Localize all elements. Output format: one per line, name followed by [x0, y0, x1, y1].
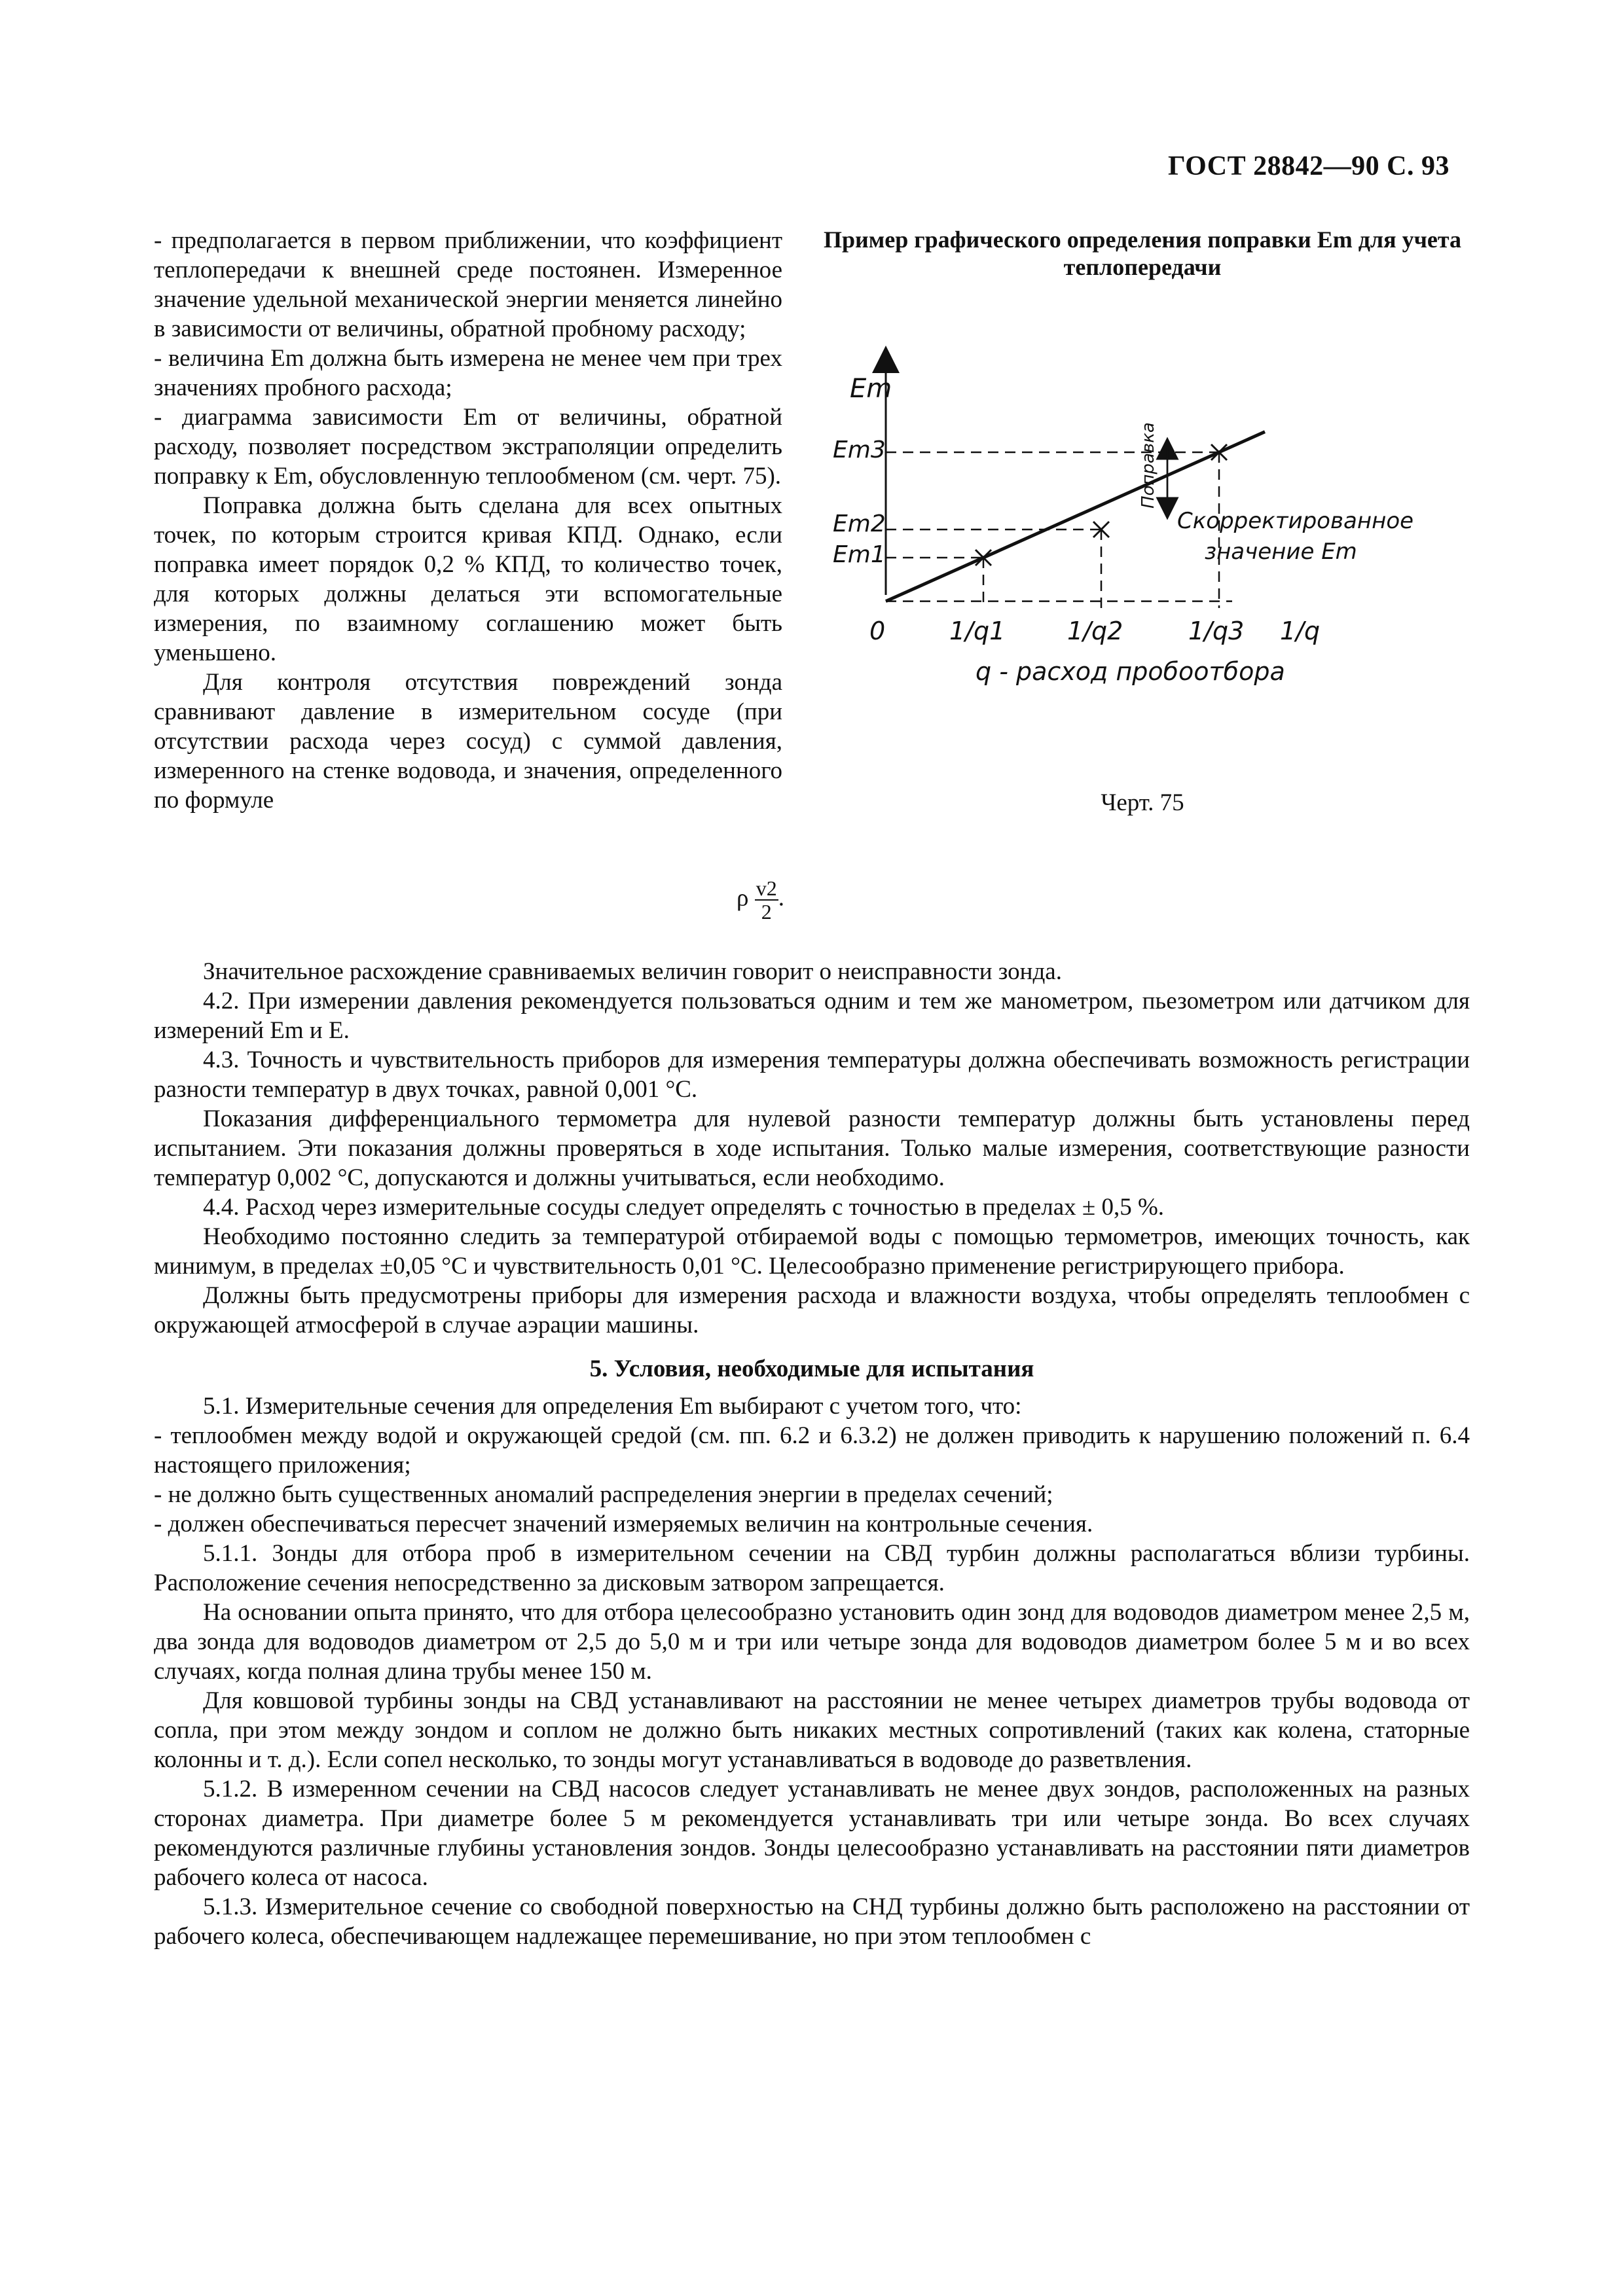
formula-denominator: 2	[761, 900, 772, 924]
paragraph: - теплообмен между водой и окружающей средой (см. пп. 6.2 и 6.3.2) не должен приводить к нарушению положений п. 6.4 настоящего приложения;	[154, 1422, 1470, 1479]
formula-tail: .	[778, 884, 784, 912]
x-tick-label: 1/q3	[1188, 617, 1245, 645]
axis-label-x: q - расход пробоотбора	[976, 657, 1285, 686]
paragraph: 5.1. Измерительные сечения для определения Em выбирают с учетом того, что:	[203, 1393, 1022, 1420]
figure-title: Пример графического определения поправки Em для учета теплопередачи	[823, 226, 1462, 280]
formula-fraction	[755, 877, 778, 923]
annotation-corrected-value-line2: значение Em	[1205, 539, 1357, 565]
figure-caption: Черт. 75	[1101, 789, 1184, 816]
paragraph: 5.1.3. Измерительное сечение со свободной поверхностью на СНД турбины должно быть расположено на расстоянии от рабочего колеса, обеспечивающем надлежащее перемешивание, но при этом теплообмен с	[154, 1893, 1470, 1950]
formula	[737, 877, 784, 923]
formula-symbol: ρ	[737, 884, 749, 912]
figure	[818, 226, 1467, 762]
paragraph: Для контроля отсутствия повреждений зонда сравнивают давление в измерительном сосуде (при отсутствии расхода через сосуд) с суммой давления, измеренного на стенке водовода, и значения, определенного по формуле	[154, 669, 782, 814]
paragraph: 4.2. При измерении давления рекомендуется пользоваться одним и тем же манометром, пьезометром или датчиком для измерений Em и E.	[154, 988, 1470, 1044]
paragraph: - должен обеспечиваться пересчет значений измеряемых величин на контрольные сечения.	[154, 1511, 1093, 1537]
body-text	[154, 957, 1470, 1951]
paragraph: 4.4. Расход через измерительные сосуды следует определять с точностью в пределах ± 0,5 %.	[203, 1194, 1165, 1221]
paragraph: 5.1.2. В измеренном сечении на СВД насосов следует устанавливать не менее двух зондов, расположенных на разных сторонах диаметра. При диаметре более 5 м рекомендуется устанавливать три или четыре зонда. Во всех случаях рекомендуются различные глубины установления зондов. Зонды целесообразно устанавливать на расстоянии пяти диаметров рабочего колеса от насоса.	[154, 1776, 1470, 1891]
paragraph: 5.1.1. Зонды для отбора проб в измерительном сечении на СВД турбин должны располагаться вблизи турбины. Расположение сечения непосредственно за дисковым затвором запрещается.	[154, 1540, 1470, 1596]
paragraph: Необходимо постоянно следить за температурой отбираемой воды с помощью термометров, имеющих точность, как минимум, в пределах ±0,05 °С и чувствительность 0,01 °С. Целесообразно применение регистрирующего прибора.	[154, 1223, 1470, 1280]
paragraph: Должны быть предусмотрены приборы для измерения расхода и влажности воздуха, чтобы определять теплообмен с окружающей атмосферой в случае аэрации машины.	[154, 1282, 1470, 1338]
chart	[818, 281, 1467, 759]
annotation-corrected-value-line1: Скорректированное	[1177, 508, 1414, 534]
paragraph: - величина Em должна быть измерена не менее чем при трех значениях пробного расхода;	[154, 345, 782, 401]
annotation-correction: Поправка	[1139, 422, 1158, 509]
paragraph: 4.3. Точность и чувствительность приборов для измерения температуры должна обеспечивать возможность регистрации разности температур в двух точках, равной 0,001 °С.	[154, 1047, 1470, 1103]
section-title: 5. Условия, необходимые для испытания	[589, 1355, 1034, 1382]
x-tick-label: 1/q1	[949, 617, 1006, 645]
y-tick-label: Em1	[833, 541, 886, 568]
y-tick-label: Em3	[833, 437, 886, 463]
paragraph: - диаграмма зависимости Em от величины, обратной расходу, позволяет посредством экстраполяции определить поправку к Em, обусловленную теплообменом (см. черт. 75).	[154, 404, 782, 490]
paragraph: На основании опыта принято, что для отбора целесообразно установить один зонд для водоводов диаметром менее 2,5 м, два зонда для водоводов диаметром от 2,5 до 5,0 м и три или четыре зонда для водоводов диаметром более 5 м и во всех случаях, когда полная длина трубы менее 150 м.	[154, 1599, 1470, 1685]
x-tick-label: 0	[869, 617, 886, 645]
paragraph: - не должно быть существенных аномалий распределения энергии в пределах сечений;	[154, 1481, 1053, 1508]
paragraph: Поправка должна быть сделана для всех опытных точек, по которым строится кривая КПД. Однако, если поправка имеет порядок 0,2 % КПД, то количество точек, для которых должны делаться эти вспомогательные измерения, по взаимному соглашению может быть уменьшено.	[154, 492, 782, 666]
left-column	[154, 226, 782, 815]
axis-label-y: Em	[850, 374, 892, 404]
paragraph: Для ковшовой турбины зонды на СВД устанавливают на расстоянии не менее четырех диаметров трубы водовода от сопла, при этом между зондом и соплом не должно быть никаких местных сопротивлений (таких как колена, статорные колонны и т. д.). Если сопел несколько, то зонды могут устанавливаться в водоводе до разветвления.	[154, 1687, 1470, 1773]
x-tick-label: 1/q2	[1067, 617, 1123, 645]
x-tick-label: 1/q	[1280, 617, 1321, 645]
formula-numerator: v2	[756, 876, 777, 900]
y-tick-label: Em2	[833, 511, 886, 537]
paragraph: Показания дифференциального термометра для нулевой разности температур должны быть установлены перед испытанием. Эти показания должны проверяться в ходе испытания. Только малые измерения, соответствующие разности температур 0,002 °С, допускаются и должны учитываться, если необходимо.	[154, 1105, 1470, 1191]
page-header: ГОСТ 28842—90 С. 93	[1167, 151, 1450, 181]
paragraph: - предполагается в первом приближении, что коэффициент теплопередачи к внешней среде постоянен. Измеренное значение удельной механической энергии меняется линейно в зависимости от величины, обратной пробному расходу;	[154, 227, 782, 342]
paragraph: Значительное расхождение сравниваемых величин говорит о неисправности зонда.	[203, 958, 1062, 985]
